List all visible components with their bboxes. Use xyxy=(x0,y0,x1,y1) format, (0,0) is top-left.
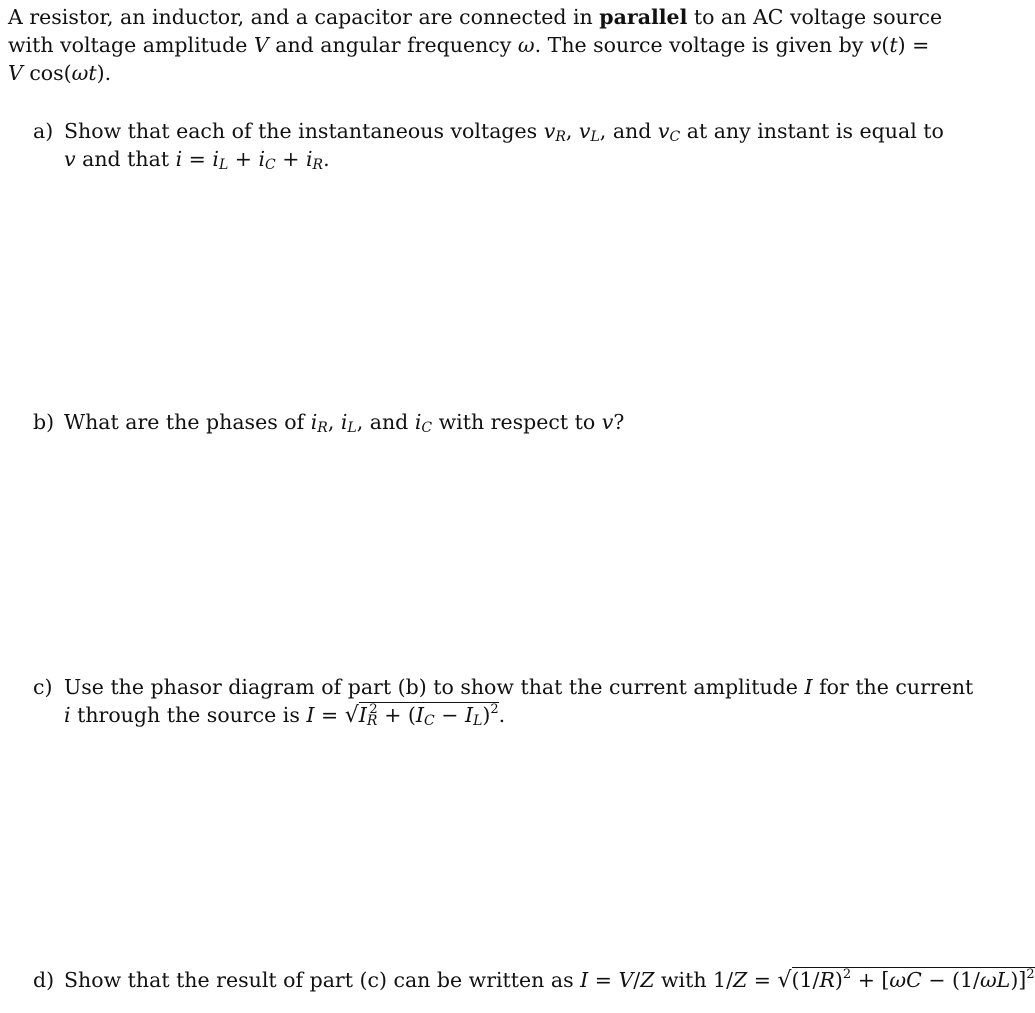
question-a-text-1: Show that each of the instantaneous voltages $v_R$, $v_L$, and $v_C$ at any instant is equal to xyxy=(64,119,944,145)
intro-text-2: to an AC voltage source xyxy=(693,5,943,29)
intro-line-3 xyxy=(8,59,1008,87)
question-c-text-1: Use the phasor diagram of part (b) to show that the current amplitude I for the current xyxy=(64,675,974,699)
intro-line-2 xyxy=(8,31,1008,59)
parallel-keyword: parallel xyxy=(599,5,688,29)
question-c-line-1 xyxy=(33,673,1023,701)
intro-line-1 xyxy=(8,3,1008,31)
question-c xyxy=(33,673,1023,730)
question-b-text-1: What are the phases of $i_R$, $i_L$, and $i_C$ with respect to v? xyxy=(64,410,625,436)
intro-text-3: with voltage amplitude V and angular frequency ω. The source voltage is given by v(t) = xyxy=(8,33,930,57)
question-b xyxy=(33,408,1023,436)
question-b-label: b) xyxy=(33,410,55,434)
intro-text-1: A resistor, an inductor, and a capacitor are connected in xyxy=(8,5,593,29)
problem-intro xyxy=(8,3,1008,87)
question-d-label: d) xyxy=(33,968,55,992)
question-d-line-1 xyxy=(33,966,1035,995)
question-d-text-1: Show that the result of part (c) can be written as I = V/Z with $1/Z = √(1/R)^2 + [\omega C - (1/\omega L)]^2$ xyxy=(64,967,1035,993)
question-d xyxy=(33,966,1035,995)
question-a-label: a) xyxy=(33,119,54,143)
question-a xyxy=(33,117,1023,173)
question-a-line-2 xyxy=(33,145,1023,173)
question-c-label: c) xyxy=(33,675,53,699)
intro-text-4: V cos(ωt). xyxy=(8,61,112,85)
question-c-text-2: i through the source is $I = √I_R^2 + (I_C - I_L)^2$. xyxy=(64,702,506,729)
question-a-line-1 xyxy=(33,117,1023,145)
question-b-line-1 xyxy=(33,408,1023,436)
question-c-line-2 xyxy=(33,701,1023,730)
question-a-text-2: v and that $i = i_L + i_C + i_R$. xyxy=(64,147,330,173)
